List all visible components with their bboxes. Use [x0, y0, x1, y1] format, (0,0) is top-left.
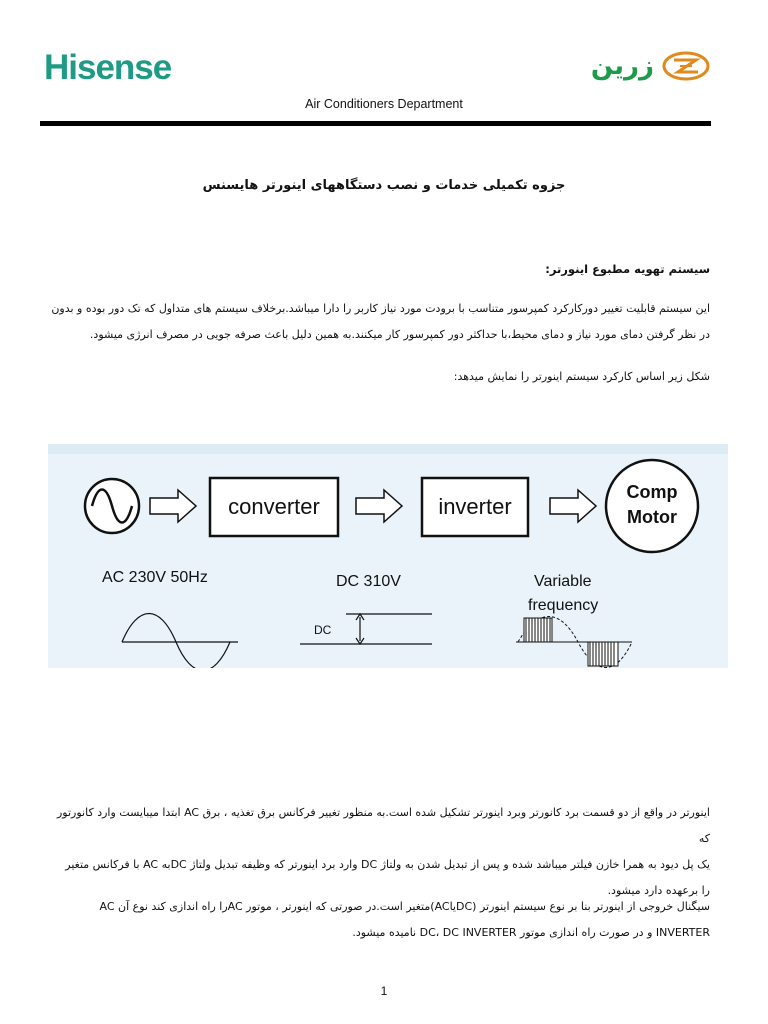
- paragraph-3: [50, 800, 710, 904]
- converter-label: converter: [228, 494, 320, 519]
- variable-frequency-label-line-1: Variable: [534, 573, 592, 590]
- paragraph-1-line-1: این سیستم قابلیت تغییر دورکارکرد کمپرسور متناسب با برودت مورد نیاز کاربر را دارا میباشد.برخلاف سیستم های متداول که تک دور بوده و بدون: [51, 302, 710, 315]
- hisense-logo: Hisense: [44, 48, 172, 87]
- inverter-principle-diagram: [48, 444, 728, 668]
- paragraph-3-line-2: یک پل دیود به همرا خازن فیلتر میباشد شده و پس از تبدیل شدن به ولتاژ DC وارد برد اینورتر که وظیفه تبدیل ولتاژ DCبه AC با فرکانس متغیر: [65, 858, 710, 871]
- department-title: Air Conditioners Department: [305, 97, 463, 111]
- motor-label-line-1: Comp: [626, 482, 678, 502]
- paragraph-4: [50, 894, 710, 946]
- document-title: جزوه تکمیلی خدمات و نصب دستگاههای اینورتر هایسنس: [202, 178, 566, 193]
- zarin-emblem-icon: [662, 51, 710, 81]
- paragraph-1-line-2: در نظر گرفتن دمای مورد نیاز و دمای محیط،با حداکثر دور کمپرسور کار میکنند.به همین دلیل باعث صرفه جویی در مصرف انرژی میشود.: [89, 328, 710, 341]
- ac-label: AC 230V 50Hz: [102, 569, 208, 586]
- inverter-label: inverter: [438, 494, 512, 519]
- motor-label-line-2: Motor: [627, 507, 677, 527]
- dc-marker-label: DC: [314, 623, 332, 637]
- zarin-logo-text: زرین: [590, 51, 654, 81]
- paragraph-4-line-2: INVERTER و در صورت راه اندازی موتور DC، DC INVERTER نامیده میشود.: [352, 926, 710, 939]
- page-number: 1: [380, 984, 388, 998]
- diagram-top-band: [48, 444, 728, 454]
- paragraph-1: [50, 296, 710, 348]
- dc-label: DC 310V: [336, 573, 401, 590]
- compressor-motor-circle: [606, 460, 698, 552]
- header-divider: [40, 121, 711, 126]
- paragraph-3-line-3: را برعهده دارد میشود.: [607, 884, 710, 897]
- paragraph-3-line-1: اینورتر در واقع از دو قسمت برد کانورتر وبرد اینورتر تشکیل شده است.به منظور تغییر فرکانس برق تغذیه ، برق AC ابتدا میبایست وارد کانورتور که: [57, 806, 710, 845]
- section-heading: سیستم تهویه مطبوع اینورتر:: [545, 262, 710, 276]
- ac-source-icon: [85, 479, 139, 533]
- paragraph-4-line-1: سیگنال خروجی از اینورتر بنا بر نوع سیستم اینورتر (DCیاAC)متغیر است.در صورتی که اینورتر ، موتور ACرا راه اندازی کند نوع آن AC: [99, 900, 710, 913]
- zarin-logo: [591, 46, 710, 86]
- variable-frequency-label-line-2: frequency: [528, 597, 599, 614]
- paragraph-2: شکل زیر اساس کارکرد سیستم اینورتر را نمایش میدهد:: [453, 370, 710, 383]
